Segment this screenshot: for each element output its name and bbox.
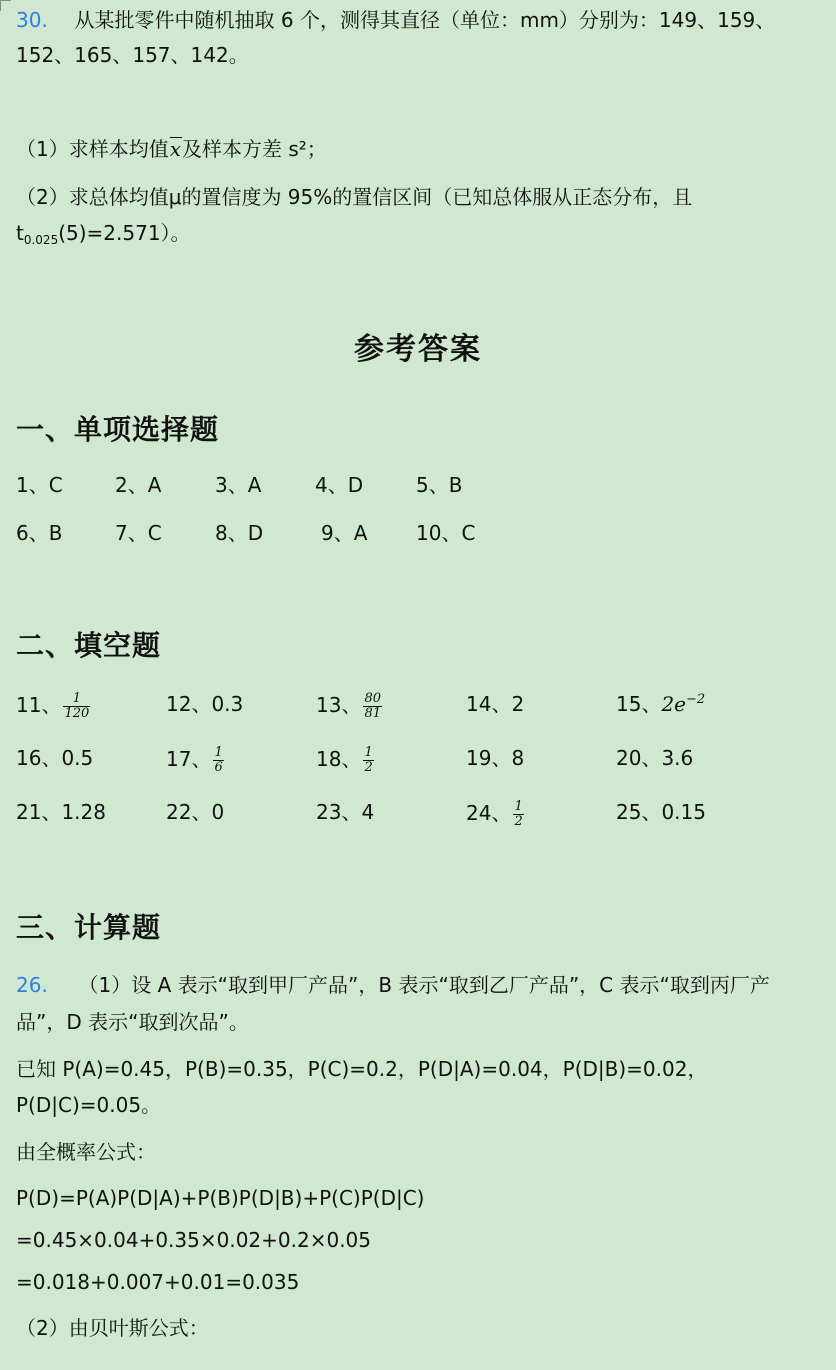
- s2-answer-15: [616, 692, 705, 720]
- fraction-denominator: 120: [64, 706, 90, 721]
- s1-answer: 2、A: [115, 473, 162, 497]
- q30-part1-post: 及样本方差 s²；: [182, 137, 327, 161]
- s2-label: 13、: [316, 693, 362, 717]
- formula-line3: =0.018+0.007+0.01=0.035: [16, 1270, 300, 1294]
- q30-text-line1: 从某批零件中随机抽取 6 个，测得其直径（单位：mm）分别为：149、159、: [74, 8, 776, 32]
- q30-part2-post: (5)=2.571）。: [58, 221, 191, 245]
- known-line2: P(D|C)=0.05。: [16, 1093, 162, 1117]
- s1-answer: 4、D: [315, 473, 364, 497]
- formula-line2: =0.45×0.04+0.35×0.02+0.2×0.05: [16, 1228, 372, 1252]
- s2-answer-20: 20、3.6: [616, 746, 694, 770]
- fraction-denominator: 6: [214, 760, 223, 775]
- s2-answer-22: 22、0: [166, 800, 225, 824]
- exp-power: −2: [686, 692, 706, 707]
- q30-part2-line1: （2）求总体均值μ的置信度为 95%的置信区间（已知总体服从正态分布，且: [16, 185, 693, 209]
- fraction-numerator: 1: [72, 691, 81, 706]
- s2-label: 24、: [466, 801, 512, 825]
- s2-label: 17、: [166, 747, 212, 771]
- s2-answer-11: [16, 692, 90, 721]
- s2-answer-12: 12、0.3: [166, 692, 244, 716]
- s2-answer-21: 21、1.28: [16, 800, 106, 824]
- q30-part2-line2: [16, 221, 191, 248]
- q30-part1: [16, 137, 327, 161]
- fraction: [63, 692, 90, 721]
- fraction-denominator: 81: [364, 706, 381, 721]
- bayes-label: （2）由贝叶斯公式：: [16, 1316, 209, 1340]
- s1-answer: 9、A: [321, 521, 368, 545]
- fraction: [513, 800, 523, 829]
- fraction-denominator: 2: [514, 814, 523, 829]
- q30-number: 30.: [16, 8, 48, 32]
- s2-answer-25: 25、0.15: [616, 800, 706, 824]
- fraction: [213, 746, 223, 775]
- s1-answer: 10、C: [416, 521, 476, 545]
- s1-answer: 8、D: [215, 521, 264, 545]
- fraction-numerator: 1: [364, 745, 373, 760]
- s2-label: 11、: [16, 693, 62, 717]
- exp-base: 2e: [661, 692, 687, 716]
- fraction-numerator: 80: [364, 691, 381, 706]
- s2-answer-23: 23、4: [316, 800, 375, 824]
- q30-part1-pre: （1）求样本均值: [16, 137, 169, 161]
- s2-label: 15、: [616, 692, 662, 716]
- s1-answer: 6、B: [16, 521, 63, 545]
- s2-answer-19: 19、8: [466, 746, 525, 770]
- s2-answer-14: 14、2: [466, 692, 525, 716]
- section2-heading: 二、填空题: [16, 629, 162, 662]
- s2-answer-17: [166, 746, 224, 775]
- q26-line1: [16, 973, 770, 997]
- s1-answer: 1、C: [16, 473, 63, 497]
- page-corner-mark: [0, 0, 11, 11]
- q26-number: 26.: [16, 973, 48, 997]
- s2-answer-18: [316, 746, 374, 775]
- t-subscript: 0.025: [23, 233, 59, 247]
- fraction: [363, 746, 373, 775]
- s1-answer: 7、C: [115, 521, 162, 545]
- x-bar-symbol: x: [169, 137, 182, 161]
- answer-title: 参考答案: [354, 332, 482, 367]
- s2-label: 18、: [316, 747, 362, 771]
- section1-heading: 一、单项选择题: [16, 413, 220, 446]
- s2-answer-13: [316, 692, 382, 721]
- t-symbol: t: [16, 221, 24, 245]
- q30-line1: [16, 8, 775, 32]
- formula-line1: P(D)=P(A)P(D|A)+P(B)P(D|B)+P(C)P(D|C): [16, 1186, 425, 1210]
- known-line1: 已知 P(A)=0.45，P(B)=0.35，P(C)=0.2，P(D|A)=0.04，P(D|B)=0.02，: [16, 1057, 708, 1081]
- fraction: [363, 692, 382, 721]
- q26-line2: 品”，D 表示“取到次品”。: [16, 1010, 249, 1034]
- s2-answer-24: [466, 800, 524, 829]
- s1-answer: 5、B: [416, 473, 463, 497]
- section3-heading: 三、计算题: [16, 911, 162, 944]
- total-prob-label: 由全概率公式：: [16, 1140, 156, 1164]
- s1-answer: 3、A: [215, 473, 262, 497]
- q30-line2: 152、165、157、142。: [16, 43, 249, 67]
- fraction-numerator: 1: [214, 745, 223, 760]
- q26-text-line1: （1）设 A 表示“取到甲厂产品”，B 表示“取到乙厂产品”，C 表示“取到丙厂产: [78, 973, 770, 997]
- s2-answer-16: 16、0.5: [16, 746, 94, 770]
- fraction-numerator: 1: [514, 799, 523, 814]
- fraction-denominator: 2: [364, 760, 373, 775]
